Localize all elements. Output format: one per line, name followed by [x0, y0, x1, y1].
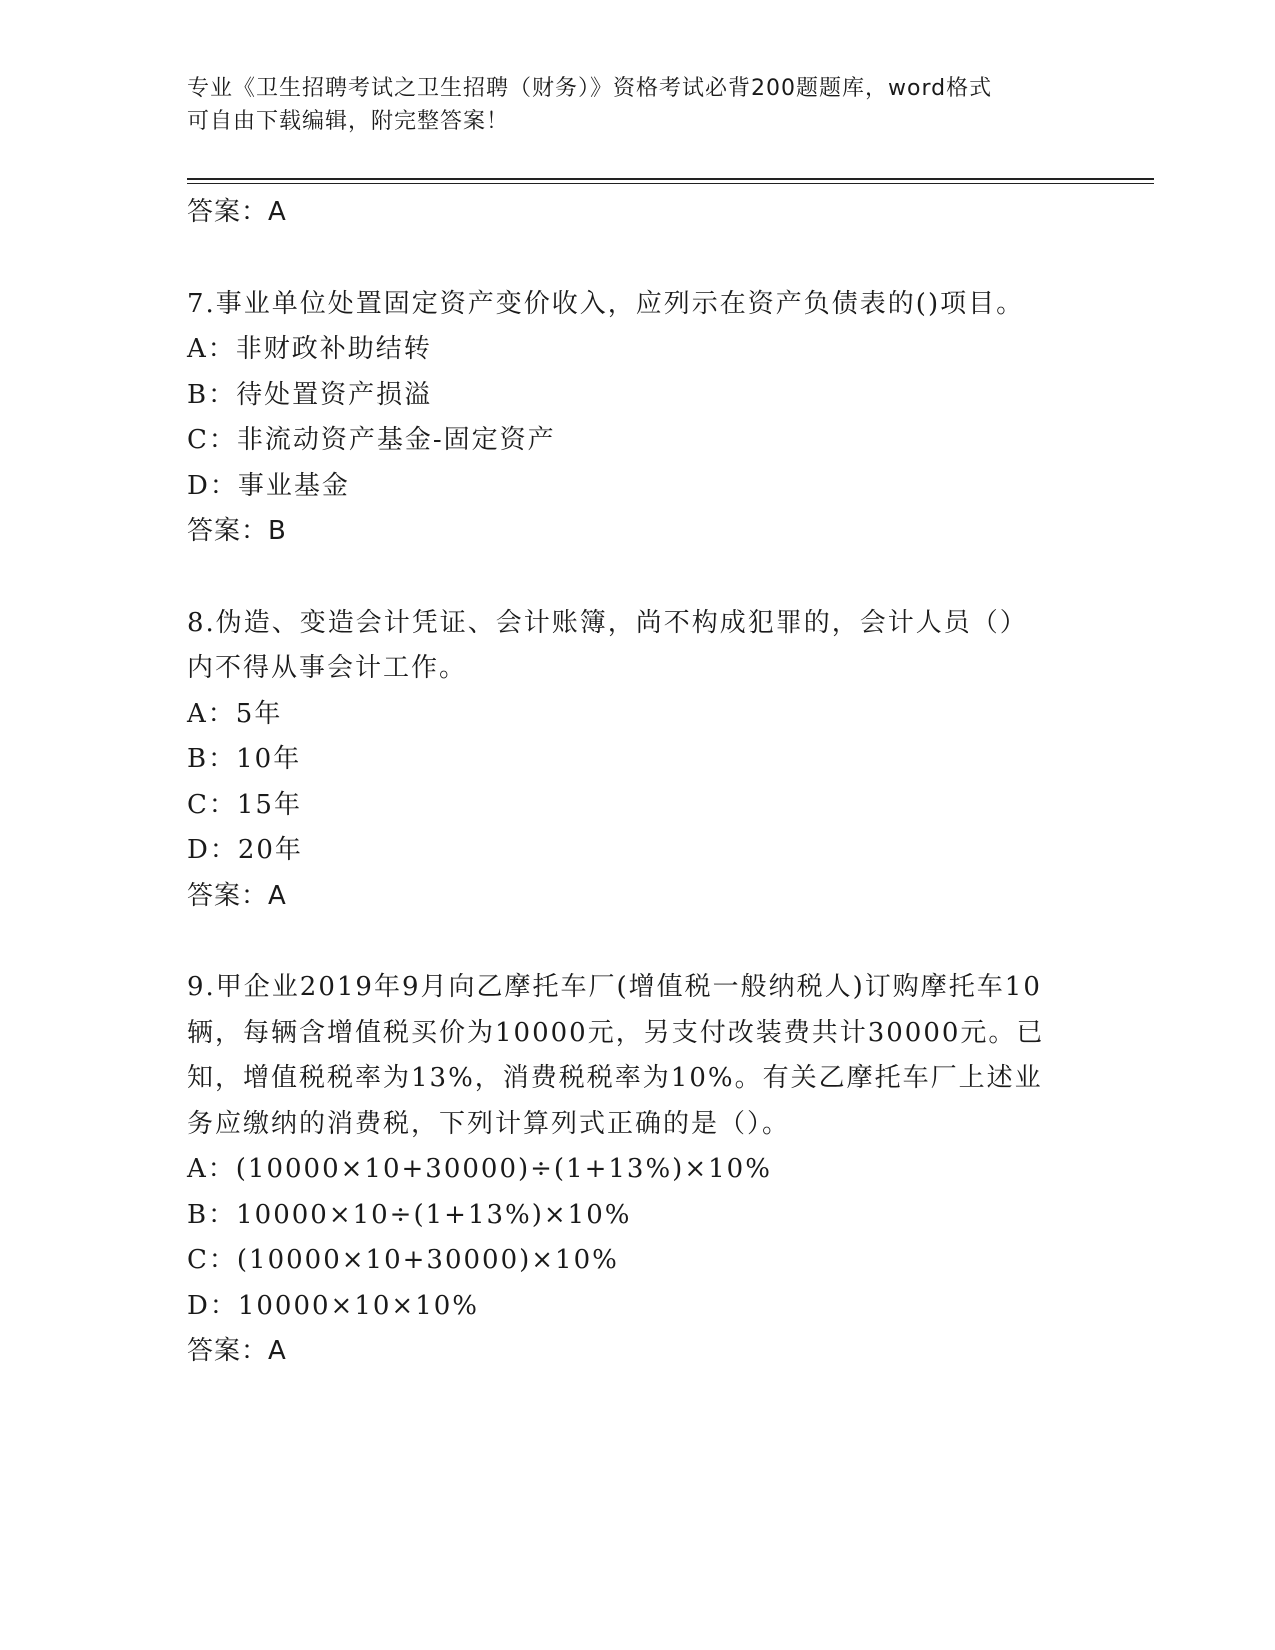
question-8 — [187, 601, 1087, 920]
question-7 — [187, 282, 1087, 555]
document-body — [187, 190, 1087, 1375]
question-7-answer: 答案：B — [187, 516, 287, 546]
question-8-answer: 答案：A — [187, 880, 287, 911]
question-9-stem-line-3: 知，增值税税率为13%，消费税税率为10%。有关乙摩托车厂上述业 — [187, 1063, 1043, 1093]
question-9-stem-line-4: 务应缴纳的消费税，下列计算列式正确的是（）。 — [187, 1108, 791, 1139]
header-divider-thin — [187, 183, 1154, 184]
spacer — [187, 555, 1087, 601]
question-8-option-c: C：15年 — [187, 789, 302, 820]
spacer — [187, 236, 1087, 282]
question-9 — [187, 965, 1087, 1375]
question-8-stem-line-2: 内不得从事会计工作。 — [187, 653, 468, 683]
question-8-stem-line-1: 8.伪造、变造会计凭证、会计账簿，尚不构成犯罪的，会计人员（） — [187, 607, 1028, 638]
header-line-2: 可自由下载编辑，附完整答案！ — [187, 109, 510, 134]
question-9-option-b: B：10000×10÷(1+13%)×10% — [187, 1199, 632, 1230]
spacer — [187, 919, 1087, 965]
question-7-option-d: D：事业基金 — [187, 470, 350, 501]
question-7-option-a: A：非财政补助结转 — [187, 334, 432, 364]
question-9-option-a: A：(10000×10+30000)÷(1+13%)×10% — [187, 1154, 772, 1184]
question-9-stem-line-2: 辆，每辆含增值税买价为10000元，另支付改装费共计30000元。已 — [187, 1017, 1045, 1048]
header-line-1: 专业《卫生招聘考试之卫生招聘（财务）》资格考试必背200题题库，word格式 — [187, 76, 993, 101]
question-7-stem: 7.事业单位处置固定资产变价收入，应列示在资产负债表的()项目。 — [187, 288, 1025, 319]
question-9-answer: 答案：A — [187, 1336, 287, 1366]
question-9-stem-line-1: 9.甲企业2019年9月向乙摩托车厂(增值税一般纳税人)订购摩托车10 — [187, 972, 1042, 1002]
question-8-option-d: D：20年 — [187, 835, 303, 865]
question-7-option-c: C：非流动资产基金-固定资产 — [187, 425, 556, 455]
question-9-option-d: D：10000×10×10% — [187, 1290, 479, 1321]
question-7-option-b: B：待处置资产损溢 — [187, 379, 433, 410]
header-divider-thick — [187, 178, 1154, 180]
question-9-option-c: C：(10000×10+30000)×10% — [187, 1245, 619, 1275]
previous-answer: 答案：A — [187, 197, 287, 227]
question-8-option-a: A：5年 — [187, 698, 283, 729]
question-8-option-b: B：10年 — [187, 744, 302, 774]
document-header — [187, 72, 1087, 138]
